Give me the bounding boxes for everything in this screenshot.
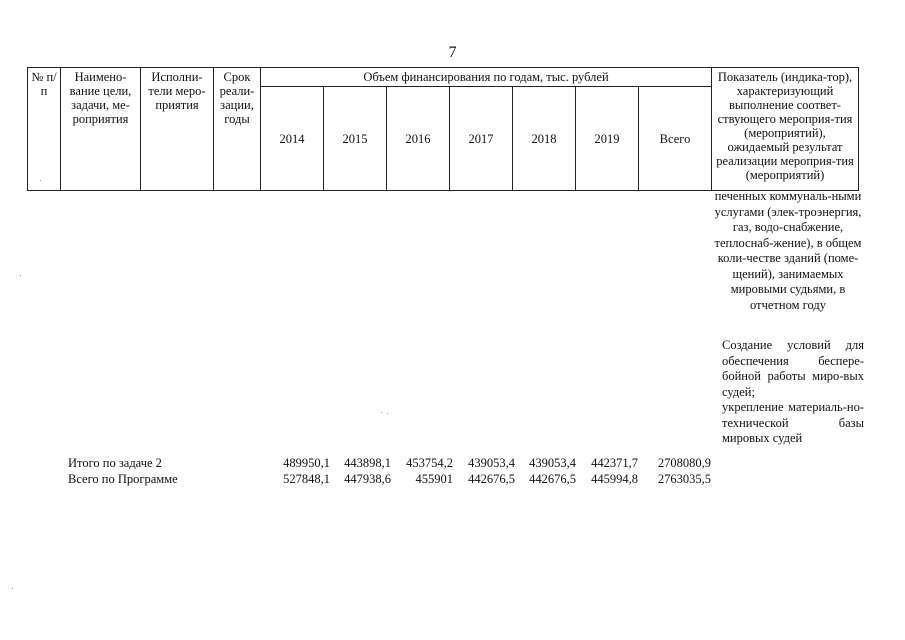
total-value: 445994,8: [591, 472, 638, 486]
total-row-program: [0, 472, 905, 488]
header-term: Срок реали-зации, годы: [214, 68, 261, 191]
total-value: 439053,4: [468, 456, 515, 470]
scan-speck: [12, 588, 13, 589]
header-year: 2018: [513, 87, 576, 191]
total-label: Итого по задаче 2: [68, 456, 162, 470]
total-value: 453754,2: [406, 456, 453, 470]
header-year: 2019: [576, 87, 639, 191]
header-total: Всего: [639, 87, 712, 191]
total-value: 447938,6: [344, 472, 391, 486]
header-year: 2017: [450, 87, 513, 191]
total-value: 489950,1: [283, 456, 330, 470]
indicator-paragraph: укрепление материаль-но-технической базы мировых судей: [722, 400, 864, 445]
scan-speck: [381, 412, 382, 413]
header-num: № п/п: [28, 68, 61, 191]
header-indicator: Показатель (индика-тор), характеризующий выполнение соответ-ствующего мероприя-тия (мероприятий), ожидаемый результат реализации мероприя-тия (мероприятий): [712, 68, 859, 191]
total-label: Всего по Программе: [68, 472, 178, 486]
indicator-continuation: печенных коммуналь-ными услугами (элек-троэнергия, газ, водо-снабжение, теплоснаб-жение), в общем коли-честве зданий (поме-щений), занимаемых мировыми судьями, в отчетном году: [714, 189, 862, 312]
total-row-task2: [0, 456, 905, 472]
total-value: 2763035,5: [657, 472, 711, 486]
total-value: 443898,1: [344, 456, 391, 470]
header-year: 2014: [261, 87, 324, 191]
total-value: 527848,1: [283, 472, 330, 486]
indicator-block: [722, 338, 864, 447]
header-name: Наимено-вание цели, задачи, ме-роприятия: [61, 68, 141, 191]
header-year: 2015: [324, 87, 387, 191]
total-value: 455901: [415, 472, 453, 486]
header-year: 2016: [387, 87, 450, 191]
total-value: 442676,5: [529, 472, 576, 486]
page-number: 7: [448, 44, 457, 61]
scan-speck: [20, 275, 21, 276]
header-executors: Исполни-тели меро-приятия: [141, 68, 214, 191]
total-value: 442676,5: [468, 472, 515, 486]
header-financing: Объем финансирования по годам, тыс. рублей: [261, 68, 712, 87]
scan-speck: [387, 413, 388, 414]
total-value: 439053,4: [529, 456, 576, 470]
total-value: 442371,7: [591, 456, 638, 470]
table-header: [27, 67, 859, 191]
scan-speck: [40, 180, 41, 181]
total-value: 2708080,9: [657, 456, 711, 470]
indicator-paragraph: Создание условий для обеспечения беспере-бойной работы миро-вых судей;: [722, 338, 864, 399]
